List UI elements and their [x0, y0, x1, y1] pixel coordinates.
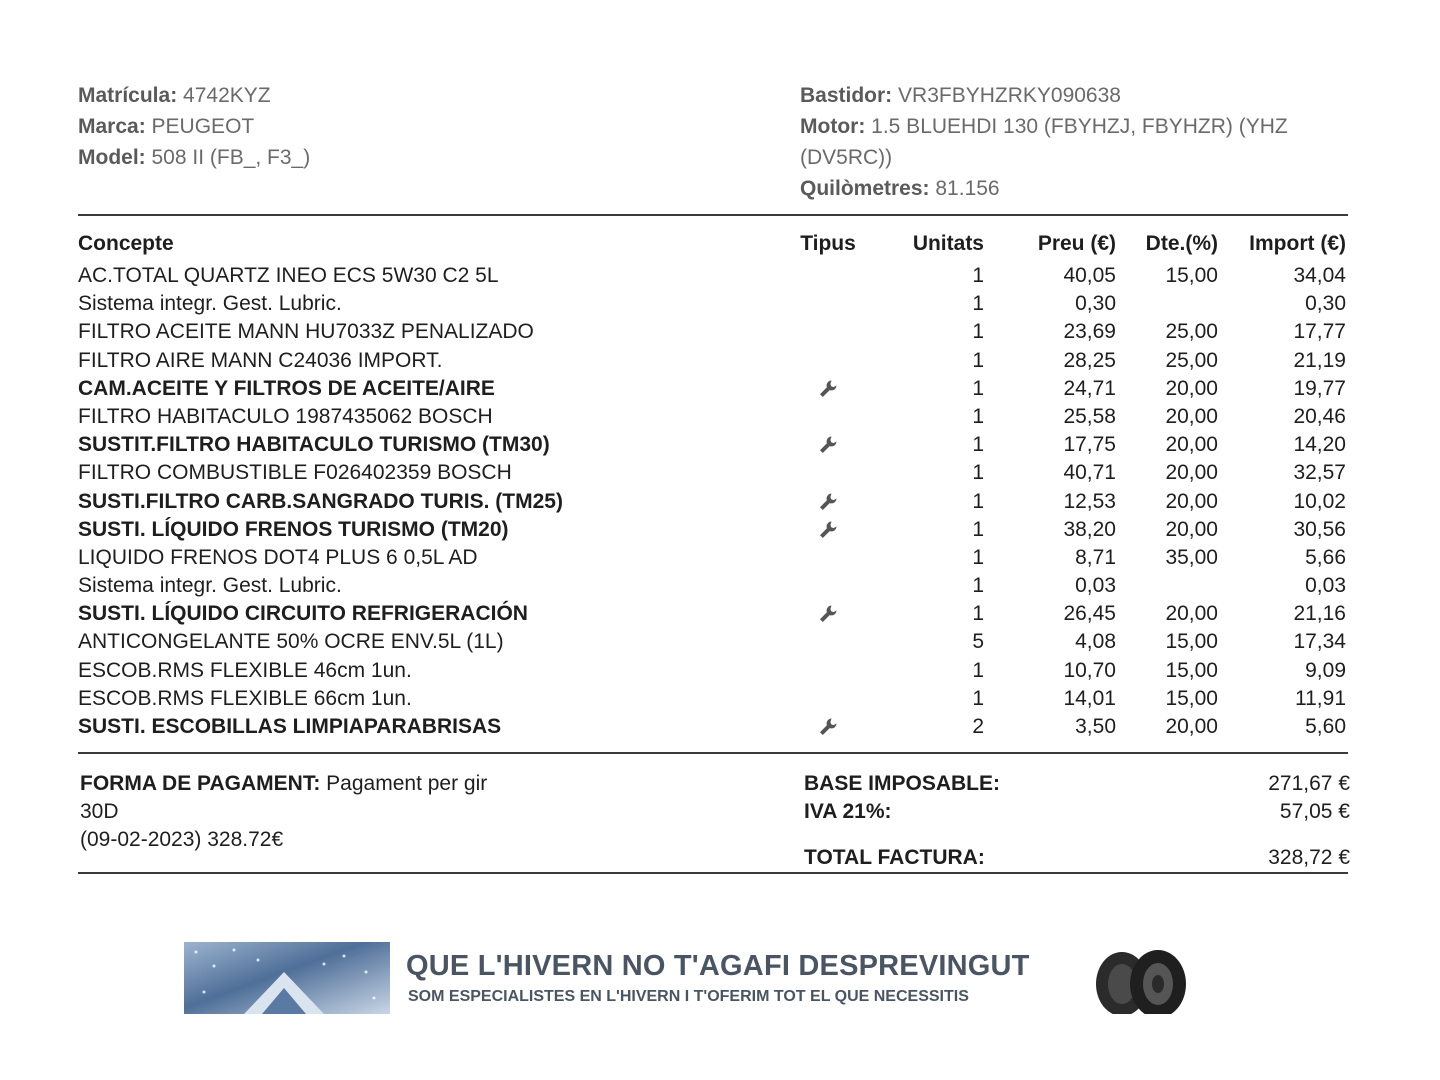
items-header — [78, 232, 1348, 262]
cell-preu: 0,03 — [1075, 574, 1116, 598]
cell-unitats: 1 — [972, 433, 984, 457]
cell-concepte: SUSTI. LÍQUIDO FRENOS TURISMO (TM20) — [78, 517, 509, 541]
table-row — [78, 657, 1348, 685]
cell-preu: 14,01 — [1063, 686, 1116, 710]
cell-unitats: 1 — [972, 574, 984, 598]
cell-preu: 8,71 — [1075, 545, 1116, 569]
cell-dte: 15,00 — [1165, 264, 1218, 287]
cell-dte: 15,00 — [1165, 630, 1218, 654]
brand-value: PEUGEOT — [151, 115, 255, 138]
cell-import: 9,09 — [1305, 658, 1346, 682]
mileage-label: Quilòmetres: — [800, 177, 930, 200]
items-list — [78, 262, 1348, 741]
cell-unitats: 1 — [972, 404, 984, 428]
cell-concepte: ESCOB.RMS FLEXIBLE 46cm 1un. — [78, 658, 412, 682]
engine-line-2: (DV5RC)) — [800, 146, 893, 169]
cell-concepte: SUSTI. LÍQUIDO CIRCUITO REFRIGERACIÓN — [78, 602, 528, 626]
cell-preu: 0,30 — [1075, 292, 1116, 316]
table-row — [78, 375, 1348, 403]
cell-import: 34,04 — [1293, 264, 1346, 287]
cell-concepte: LIQUIDO FRENOS DOT4 PLUS 6 0,5L AD — [78, 545, 478, 569]
model-line — [78, 142, 678, 173]
banner-title: QUE L'HIVERN NO T'AGAFI DESPREVINGUT — [406, 950, 1030, 982]
iva-label: IVA 21%: — [804, 800, 892, 823]
cell-preu: 40,71 — [1063, 461, 1116, 485]
payment-method: Pagament per gir — [326, 772, 488, 795]
base-label: BASE IMPOSABLE: — [804, 772, 1001, 795]
table-row — [78, 290, 1348, 318]
payment-term: 30D — [80, 800, 119, 823]
cell-unitats: 1 — [972, 686, 984, 710]
cell-dte: 20,00 — [1165, 715, 1218, 738]
cell-concepte: ANTICONGELANTE 50% OCRE ENV.5L (1L) — [78, 630, 504, 654]
cell-preu: 24,71 — [1063, 376, 1116, 400]
payment-info — [80, 770, 640, 854]
cell-preu: 26,45 — [1063, 602, 1116, 626]
cell-dte: 15,00 — [1165, 658, 1218, 682]
model-label: Model: — [78, 146, 146, 169]
cell-unitats: 1 — [972, 376, 984, 400]
vehicle-info — [78, 80, 1348, 204]
table-row — [78, 459, 1348, 487]
cell-preu: 10,70 — [1063, 658, 1116, 682]
cell-dte: 35,00 — [1165, 545, 1218, 569]
engine-line — [800, 111, 1348, 142]
total-label: TOTAL FACTURA: — [804, 846, 985, 869]
table-row — [78, 488, 1348, 516]
iva-row — [804, 798, 1350, 826]
model-value: 508 II (FB_, F3_) — [151, 146, 311, 169]
vin-label: Bastidor: — [800, 84, 893, 107]
cell-unitats: 5 — [972, 630, 984, 654]
header-tipus: Tipus — [800, 232, 856, 255]
vin-value: VR3FBYHZRKY090638 — [898, 84, 1121, 107]
cell-preu: 3,50 — [1075, 715, 1116, 738]
cell-unitats: 1 — [972, 264, 984, 287]
vin-line — [800, 80, 1348, 111]
base-value: 271,67 € — [1268, 772, 1350, 795]
cell-dte: 25,00 — [1165, 320, 1218, 344]
wrench-icon — [817, 434, 839, 456]
divider-bottom — [78, 872, 1348, 874]
cell-concepte: AC.TOTAL QUARTZ INEO ECS 5W30 C2 5L — [78, 264, 499, 287]
cell-concepte: Sistema integr. Gest. Lubric. — [78, 292, 342, 316]
cell-unitats: 1 — [972, 461, 984, 485]
cell-unitats: 1 — [972, 545, 984, 569]
cell-import: 10,02 — [1293, 489, 1346, 513]
cell-preu: 4,08 — [1075, 630, 1116, 654]
cell-unitats: 2 — [972, 715, 984, 738]
table-row — [78, 628, 1348, 656]
cell-concepte: CAM.ACEITE Y FILTROS DE ACEITE/AIRE — [78, 376, 495, 400]
cell-unitats: 1 — [972, 602, 984, 626]
plate-value: 4742KYZ — [183, 84, 271, 107]
cell-preu: 28,25 — [1063, 348, 1116, 372]
plate-label: Matrícula: — [78, 84, 178, 107]
header-unitats: Unitats — [912, 232, 984, 255]
cell-tipus — [798, 713, 858, 746]
cell-dte: 20,00 — [1165, 433, 1218, 457]
cell-unitats: 1 — [972, 517, 984, 541]
cell-import: 11,91 — [1295, 686, 1346, 710]
cell-unitats: 1 — [972, 292, 984, 316]
cell-import: 5,60 — [1305, 715, 1346, 738]
cell-preu: 25,58 — [1063, 404, 1116, 428]
engine-label: Motor: — [800, 115, 866, 138]
cell-preu: 23,69 — [1063, 320, 1116, 344]
cell-import: 0,30 — [1305, 292, 1346, 316]
vehicle-info-right — [800, 80, 1348, 204]
wrench-icon — [817, 491, 839, 513]
cell-concepte: Sistema integr. Gest. Lubric. — [78, 574, 342, 598]
cell-concepte: SUSTIT.FILTRO HABITACULO TURISMO (TM30) — [78, 433, 550, 457]
banner-subtitle: SOM ESPECIALISTES EN L'HIVERN I T'OFERIM TOT EL QUE NECESSITIS — [408, 988, 969, 1005]
cell-concepte: FILTRO ACEITE MANN HU7033Z PENALIZADO — [78, 320, 534, 344]
wrench-icon — [817, 378, 839, 400]
mileage-line — [800, 173, 1348, 204]
cell-concepte: SUSTI.FILTRO CARB.SANGRADO TURIS. (TM25) — [78, 489, 563, 513]
mileage-value: 81.156 — [935, 177, 1000, 200]
cell-preu: 38,20 — [1063, 517, 1116, 541]
table-row — [78, 600, 1348, 628]
cell-import: 17,77 — [1293, 320, 1346, 344]
divider-top — [78, 214, 1348, 216]
brand-line — [78, 111, 678, 142]
total-value: 328,72 € — [1268, 846, 1350, 869]
cell-import: 20,46 — [1293, 404, 1346, 428]
cell-concepte: FILTRO HABITACULO 1987435062 BOSCH — [78, 404, 493, 428]
winter-scene-image — [184, 942, 390, 1014]
cell-unitats: 1 — [972, 320, 984, 344]
payment-line — [80, 770, 640, 798]
table-row — [78, 262, 1348, 290]
cell-import: 14,20 — [1293, 433, 1346, 457]
header-dte: Dte.(%) — [1145, 232, 1218, 255]
cell-concepte: FILTRO AIRE MANN C24036 IMPORT. — [78, 348, 443, 372]
cell-unitats: 1 — [972, 489, 984, 513]
cell-dte: 20,00 — [1165, 404, 1218, 428]
brand-label: Marca: — [78, 115, 146, 138]
divider-middle — [78, 752, 1348, 754]
cell-concepte: SUSTI. ESCOBILLAS LIMPIAPARABRISAS — [78, 715, 502, 738]
cell-concepte: ESCOB.RMS FLEXIBLE 66cm 1un. — [78, 686, 412, 710]
plate-line — [78, 80, 678, 111]
cell-preu: 12,53 — [1063, 489, 1116, 513]
base-row — [804, 770, 1350, 798]
cell-preu: 40,05 — [1063, 264, 1116, 287]
cell-unitats: 1 — [972, 658, 984, 682]
wrench-icon — [817, 716, 839, 738]
cell-concepte: FILTRO COMBUSTIBLE F026402359 BOSCH — [78, 461, 512, 485]
table-row — [78, 685, 1348, 713]
cell-dte: 20,00 — [1165, 461, 1218, 485]
header-import: Import (€) — [1249, 232, 1346, 255]
cell-dte: 15,00 — [1165, 686, 1218, 710]
promo-banner — [184, 942, 1196, 1016]
cell-import: 19,77 — [1293, 376, 1346, 400]
table-row — [78, 431, 1348, 459]
cell-import: 21,19 — [1293, 348, 1346, 372]
header-concepte: Concepte — [78, 232, 174, 255]
table-row — [78, 516, 1348, 544]
vehicle-info-left — [78, 80, 678, 173]
cell-import: 5,66 — [1305, 545, 1346, 569]
table-row — [78, 347, 1348, 375]
cell-dte: 20,00 — [1165, 602, 1218, 626]
total-row — [804, 844, 1350, 872]
wrench-icon — [817, 519, 839, 541]
table-row — [78, 572, 1348, 600]
payment-due: (09-02-2023) 328.72€ — [80, 828, 284, 851]
wrench-icon — [817, 603, 839, 625]
cell-dte: 20,00 — [1165, 489, 1218, 513]
cell-import: 0,03 — [1305, 574, 1346, 598]
cell-dte: 20,00 — [1165, 376, 1218, 400]
cell-import: 21,16 — [1293, 602, 1346, 626]
cell-import: 30,56 — [1293, 517, 1346, 541]
table-row — [78, 318, 1348, 346]
cell-import: 17,34 — [1293, 630, 1346, 654]
cell-unitats: 1 — [972, 348, 984, 372]
header-preu: Preu (€) — [1037, 232, 1116, 255]
table-row — [78, 403, 1348, 431]
table-row — [78, 713, 1348, 741]
engine-value: 1.5 BLUEHDI 130 (FBYHZJ, FBYHZR) (YHZ — [871, 115, 1288, 138]
tyres-icon — [1080, 948, 1196, 1014]
table-row — [78, 544, 1348, 572]
cell-dte: 20,00 — [1165, 517, 1218, 541]
payment-label: FORMA DE PAGAMENT: — [80, 772, 321, 795]
cell-dte: 25,00 — [1165, 348, 1218, 372]
cell-preu: 17,75 — [1063, 433, 1116, 457]
mountain-icon — [184, 942, 390, 1014]
cell-import: 32,57 — [1293, 461, 1346, 485]
iva-value: 57,05 € — [1279, 800, 1350, 823]
